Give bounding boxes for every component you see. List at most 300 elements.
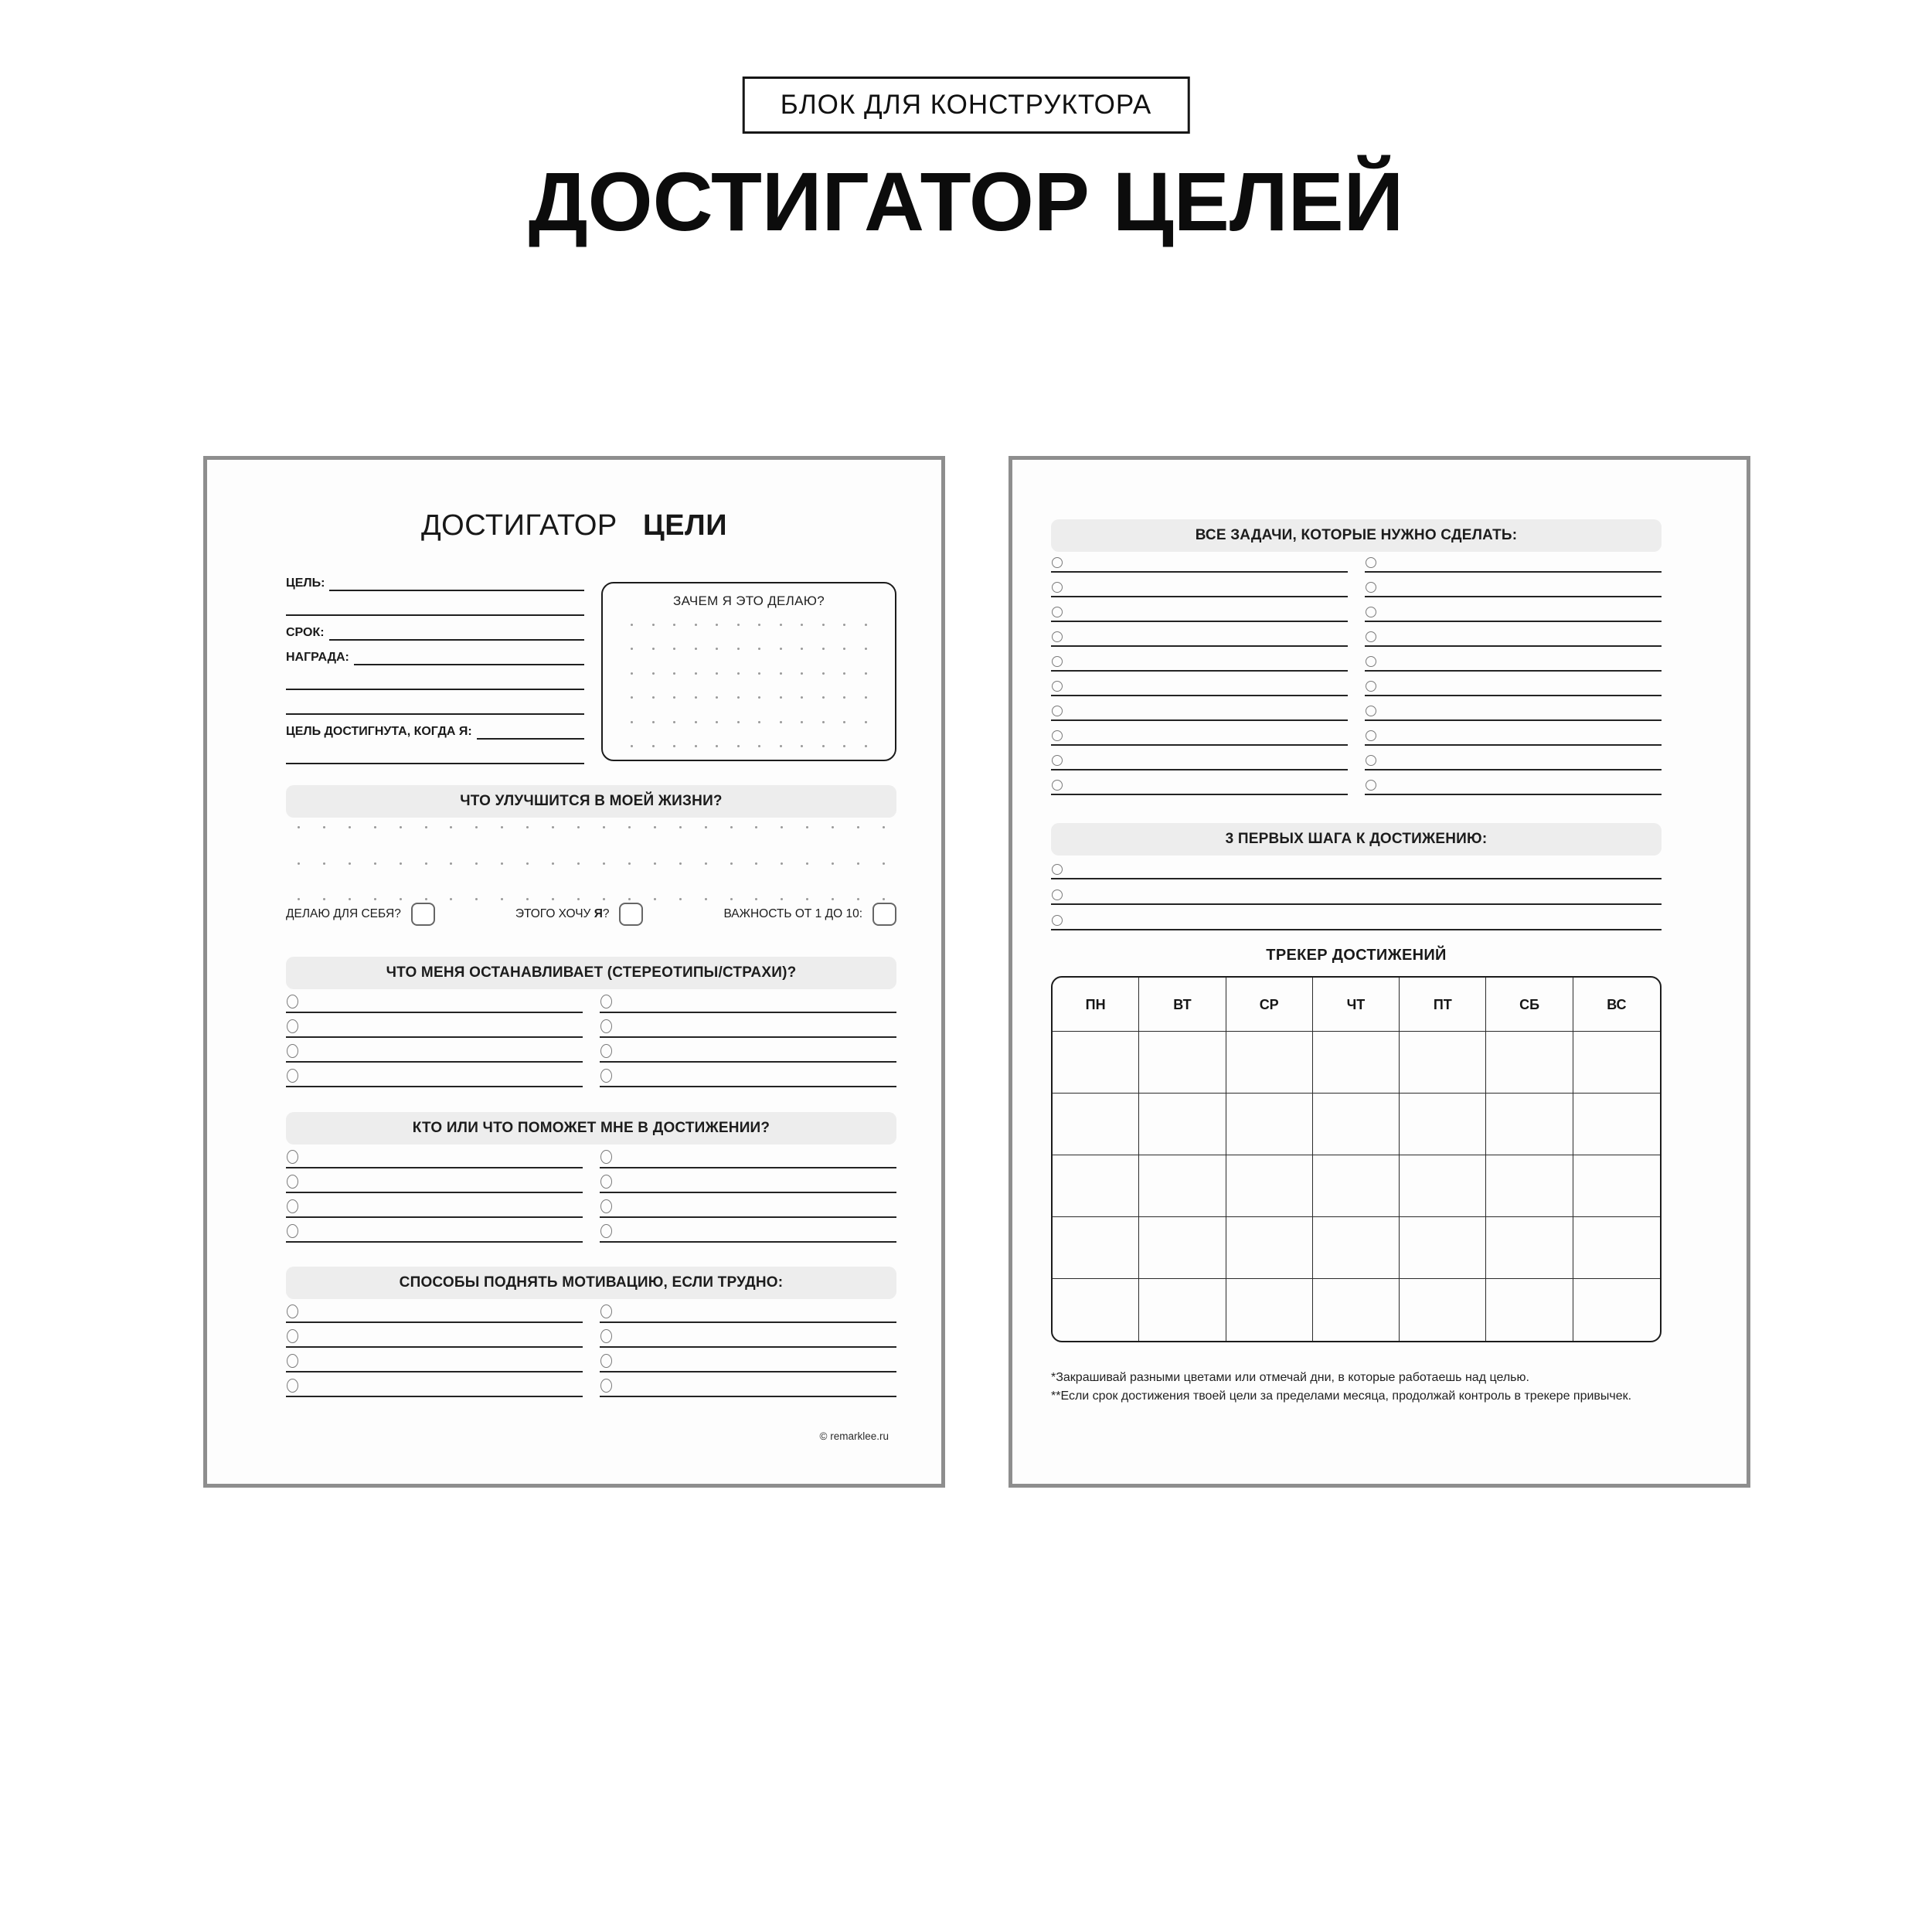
tracker-cell [1400,1279,1486,1341]
tracker-cell [1486,1279,1573,1341]
bullet-line-row [286,1168,583,1193]
bullet-line-row [1051,770,1348,795]
tracker-cell [1139,1155,1226,1217]
section-header-help: КТО ИЛИ ЧТО ПОМОЖЕТ МНЕ В ДОСТИЖЕНИИ? [286,1112,896,1145]
bullet-marker [1052,915,1063,926]
tracker-cell [1400,1094,1486,1155]
bullet-line-row [600,1038,896,1063]
grid-dot [631,696,633,699]
bullet-marker [1052,864,1063,875]
tracker-day-header: ВС [1573,978,1660,1032]
grid-dot [425,862,427,865]
bullet-column [600,988,896,1087]
grid-dot [737,745,740,747]
page-title: ДОСТИГАТОР ЦЕЛЕЙ [528,155,1404,248]
write-line [286,665,584,690]
grid-dot [673,696,675,699]
check-label-bold: Я [594,907,603,920]
grid-dot [475,826,478,828]
habit-tracker-table [1051,976,1662,1342]
grid-dot [730,826,733,828]
bullet-line-row [1051,573,1348,597]
grid-dot [865,648,867,650]
check-group-importance [723,903,896,926]
section-rows-tasks [1051,548,1662,795]
bullet-line-row [1365,647,1662,672]
tracker-cell [1573,1279,1660,1341]
tracker-cell [1486,1155,1573,1217]
dot-grid [621,624,876,747]
bullet-marker [600,1175,612,1189]
checkbox [619,903,643,926]
grid-dot [801,721,803,723]
bullet-line-row [286,1218,583,1243]
bullet-marker [1052,631,1063,642]
field-label: ЦЕЛЬ: [286,577,325,590]
grid-dot [654,862,656,865]
grid-dot [857,862,859,865]
field-label: ЦЕЛЬ ДОСТИГНУТА, КОГДА Я: [286,725,472,738]
grid-dot [843,721,845,723]
grid-dot [843,672,845,675]
section-header-stops: ЧТО МЕНЯ ОСТАНАВЛИВАЕТ (СТЕРЕОТИПЫ/СТРАХИ)? [286,957,896,989]
tracker-cell [1400,1217,1486,1279]
tracker-cell [1486,1217,1573,1279]
bullet-marker [1366,631,1376,642]
bullet-marker [1366,607,1376,617]
goal-fields [286,566,584,764]
bullet-marker [1052,780,1063,791]
tracker-day-header: ЧТ [1313,978,1400,1032]
planner-page-tasks [1009,456,1750,1488]
bullet-line-row [1051,597,1348,622]
grid-dot [526,826,529,828]
grid-dot [801,624,803,626]
grid-dot [780,721,782,723]
bullet-line-row [1051,854,1662,879]
brand-watermark: © remarklee.ru [819,1430,889,1442]
field-row [286,566,584,591]
bullet-marker [1366,582,1376,593]
write-line [286,591,584,616]
grid-dot [865,624,867,626]
why-box [601,582,896,761]
grid-dot [603,862,605,865]
bullet-line-row [1051,548,1348,573]
tracker-day-header: ВТ [1139,978,1226,1032]
tracker-note-2: **Если срок достижения твоей цели за пределами месяца, продолжай контроль в трекере привычек. [1051,1389,1632,1403]
grid-dot [603,826,605,828]
bullet-line-row [1365,548,1662,573]
bullet-marker [600,1379,612,1393]
tracker-day-header: ПН [1053,978,1139,1032]
grid-dot [781,862,783,865]
grid-dot [673,721,675,723]
grid-dot [652,648,655,650]
tracker-cell [1313,1032,1400,1094]
grid-dot [806,826,808,828]
tracker-day-header: СБ [1486,978,1573,1032]
bullet-marker [600,1199,612,1213]
bullet-marker [600,995,612,1009]
bullet-line-row [600,1323,896,1348]
grid-dot [822,721,825,723]
bullet-column [600,1144,896,1243]
grid-dot [673,648,675,650]
grid-dot [843,745,845,747]
field-row [286,690,584,715]
tracker-cell [1226,1155,1313,1217]
bullet-marker [1366,681,1376,692]
bullet-marker [1052,706,1063,716]
tracker-cell [1573,1155,1660,1217]
grid-dot [737,721,740,723]
grid-dot [628,862,631,865]
space [626,509,634,542]
tracker-cell [1486,1032,1573,1094]
grid-dot [780,696,782,699]
bullet-column [286,988,583,1087]
grid-dot [822,696,825,699]
bullet-marker [1052,755,1063,766]
write-line [354,641,584,665]
section-header-improve: ЧТО УЛУЧШИТСЯ В МОЕЙ ЖИЗНИ? [286,785,896,818]
tracker-cell [1226,1032,1313,1094]
grid-dot [652,745,655,747]
bullet-line-row [600,1218,896,1243]
tracker-cell [1053,1279,1139,1341]
grid-dot [631,672,633,675]
grid-dot [780,648,782,650]
dot-grid [286,826,896,900]
grid-dot [755,862,757,865]
bullet-marker [600,1329,612,1343]
tracker-cell [1139,1217,1226,1279]
grid-dot [673,624,675,626]
bullet-column [1365,548,1662,795]
grid-dot [695,696,697,699]
tracker-cell [1053,1032,1139,1094]
tracker-cell [1486,1094,1573,1155]
bullet-line-row [1365,721,1662,746]
grid-dot [737,672,740,675]
tracker-cell [1573,1094,1660,1155]
check-group-for-self [286,903,435,926]
tracker-cell [1573,1217,1660,1279]
grid-dot [695,624,697,626]
tracker-cell [1313,1279,1400,1341]
section-header-steps: 3 ПЕРВЫХ ШАГА К ДОСТИЖЕНИЮ: [1051,823,1662,855]
grid-dot [400,826,402,828]
bullet-line-row [1365,696,1662,721]
grid-dot [526,862,529,865]
bullet-marker [600,1354,612,1368]
bullet-marker [1366,780,1376,791]
grid-dot [552,826,554,828]
bullet-line-row [600,1013,896,1038]
tracker-day-header: ПТ [1400,978,1486,1032]
grid-dot [780,624,782,626]
grid-dot [374,862,376,865]
bullet-marker [1052,557,1063,568]
bullet-line-row [1365,746,1662,770]
grid-dot [705,862,707,865]
grid-dot [716,696,718,699]
grid-dot [716,624,718,626]
why-box-title: ЗАЧЕМ Я ЭТО ДЕЛАЮ? [673,594,825,608]
bullet-marker [600,1019,612,1033]
field-row [286,616,584,641]
grid-dot [695,672,697,675]
grid-dot [475,862,478,865]
tracker-note-1: *Закрашивай разными цветами или отмечай дни, в которые работаешь над целью. [1051,1371,1529,1384]
tracker-cell [1226,1094,1313,1155]
bullet-marker [287,1224,298,1238]
grid-dot [843,696,845,699]
grid-dot [652,696,655,699]
grid-dot [552,862,554,865]
grid-dot [801,696,803,699]
grid-dot [716,672,718,675]
grid-dot [695,745,697,747]
bullet-line-row [1051,672,1348,696]
bullet-marker [1366,557,1376,568]
field-label: СРОК: [286,626,325,639]
checkbox [411,903,435,926]
grid-dot [801,648,803,650]
bullet-line-row [600,1348,896,1372]
tracker-cell [1053,1217,1139,1279]
constructor-block-badge: БЛОК ДЛЯ КОНСТРУКТОРА [743,77,1190,134]
tracker-cell [1139,1032,1226,1094]
bullet-line-row [1365,573,1662,597]
bullet-line-row [286,988,583,1013]
grid-dot [705,826,707,828]
grid-dot [801,745,803,747]
grid-dot [450,862,452,865]
grid-dot [758,624,760,626]
checkbox [872,903,896,926]
goal-sheet-title-bold: ЦЕЛИ [642,509,728,542]
bullet-marker [1052,656,1063,667]
bullet-column [286,1144,583,1243]
bullet-marker [287,1044,298,1058]
grid-dot [652,672,655,675]
grid-dot [577,862,580,865]
grid-dot [758,721,760,723]
grid-dot [822,672,825,675]
grid-dot [450,826,452,828]
check-label [515,907,610,921]
grid-dot [323,826,325,828]
grid-dot [832,826,834,828]
grid-dot [737,624,740,626]
section-rows-stops [286,988,896,1087]
field-row [286,740,584,764]
bullet-marker [1366,730,1376,741]
grid-dot [716,721,718,723]
write-line [477,715,584,740]
bullet-marker [287,1150,298,1164]
bullet-line-row [600,1193,896,1218]
write-line [286,690,584,715]
grid-dot [758,745,760,747]
tracker-cell [1313,1155,1400,1217]
bullet-column [1051,548,1348,795]
bullet-line-row [286,1372,583,1397]
bullet-line-row [1051,746,1348,770]
bullet-marker [1052,889,1063,900]
write-line [329,566,584,591]
bullet-line-row [286,1144,583,1168]
bullet-marker [600,1044,612,1058]
grid-dot [628,826,631,828]
bullet-line-row [1051,721,1348,746]
grid-dot [298,826,300,828]
bullet-line-row [286,1013,583,1038]
grid-dot [822,745,825,747]
grid-dot [843,648,845,650]
bullet-marker [1366,706,1376,716]
goal-sheet-title-regular: ДОСТИГАТОР [420,509,617,542]
section-rows-help [286,1144,896,1243]
bullet-marker [1052,730,1063,741]
grid-dot [631,648,633,650]
grid-dot [883,862,885,865]
grid-dot [654,826,656,828]
bullet-line-row [600,1063,896,1087]
grid-dot [758,672,760,675]
grid-dot [716,745,718,747]
grid-dot [631,745,633,747]
field-row [286,591,584,616]
grid-dot [822,648,825,650]
grid-dot [400,862,402,865]
grid-dot [737,696,740,699]
grid-dot [349,826,351,828]
grid-dot [652,624,655,626]
bullet-marker [1366,656,1376,667]
write-line [286,740,584,764]
bullet-line-row [286,1063,583,1087]
bullet-column [286,1298,583,1397]
tracker-notes [1051,1369,1645,1406]
grid-dot [758,648,760,650]
bullet-marker [287,1379,298,1393]
grid-dot [737,648,740,650]
bullet-line-row [286,1323,583,1348]
grid-dot [673,745,675,747]
bullet-line-row [1051,879,1662,905]
section-header-tasks: ВСЕ ЗАДАЧИ, КОТОРЫЕ НУЖНО СДЕЛАТЬ: [1051,519,1662,552]
grid-dot [758,696,760,699]
check-label: ВАЖНОСТЬ ОТ 1 ДО 10: [723,907,862,920]
bullet-line-row [1365,770,1662,795]
grid-dot [865,745,867,747]
bullet-marker [1052,681,1063,692]
goal-sheet-title [207,509,941,543]
grid-dot [679,826,682,828]
grid-dot [298,862,300,865]
bullet-marker [287,1199,298,1213]
grid-dot [652,721,655,723]
bullet-line-row [1365,622,1662,647]
grid-dot [425,826,427,828]
grid-dot [374,826,376,828]
grid-dot [577,826,580,828]
grid-dot [781,826,783,828]
grid-dot [865,672,867,675]
bullet-line-row [286,1038,583,1063]
bullet-marker [1052,607,1063,617]
tracker-title: ТРЕКЕР ДОСТИЖЕНИЙ [1266,947,1447,964]
tracker-cell [1226,1217,1313,1279]
tracker-cell [1400,1032,1486,1094]
grid-dot [695,648,697,650]
grid-dot [843,624,845,626]
grid-dot [349,862,351,865]
check-label-prefix: ЭТОГО ХОЧУ [515,907,594,920]
bullet-marker [287,1354,298,1368]
bullet-marker [600,1304,612,1318]
grid-dot [857,826,859,828]
bullet-marker [287,1329,298,1343]
tracker-cell [1053,1094,1139,1155]
grid-dot [865,721,867,723]
bullet-marker [287,1175,298,1189]
grid-dot [501,862,503,865]
grid-dot [806,862,808,865]
bullet-line-row [1051,905,1662,930]
grid-dot [883,826,885,828]
grid-dot [755,826,757,828]
grid-dot [832,862,834,865]
bullet-line-row [1051,647,1348,672]
grid-dot [631,721,633,723]
field-label: НАГРАДА: [286,651,349,664]
check-group-i-want [515,903,644,926]
grid-dot [501,826,503,828]
bullet-line-row [600,1144,896,1168]
grid-dot [780,745,782,747]
bullet-marker [600,1069,612,1083]
bullet-marker [287,995,298,1009]
bullet-line-row [286,1348,583,1372]
bullet-marker [600,1224,612,1238]
grid-dot [673,672,675,675]
bullet-line-row [286,1298,583,1323]
tracker-cell [1573,1032,1660,1094]
grid-dot [631,624,633,626]
bullet-marker [287,1069,298,1083]
grid-dot [695,721,697,723]
bullet-line-row [600,1372,896,1397]
grid-dot [679,862,682,865]
bullet-line-row [1365,672,1662,696]
planner-page-goal [203,456,945,1488]
section-header-motivation: СПОСОБЫ ПОДНЯТЬ МОТИВАЦИЮ, ЕСЛИ ТРУДНО: [286,1267,896,1299]
bullet-marker [600,1150,612,1164]
tracker-cell [1313,1094,1400,1155]
tracker-cell [1400,1155,1486,1217]
grid-dot [822,624,825,626]
grid-dot [323,862,325,865]
bullet-line-row [1365,597,1662,622]
section-rows-motivation [286,1298,896,1397]
grid-dot [730,862,733,865]
bullet-line-row [1051,622,1348,647]
tracker-cell [1313,1217,1400,1279]
